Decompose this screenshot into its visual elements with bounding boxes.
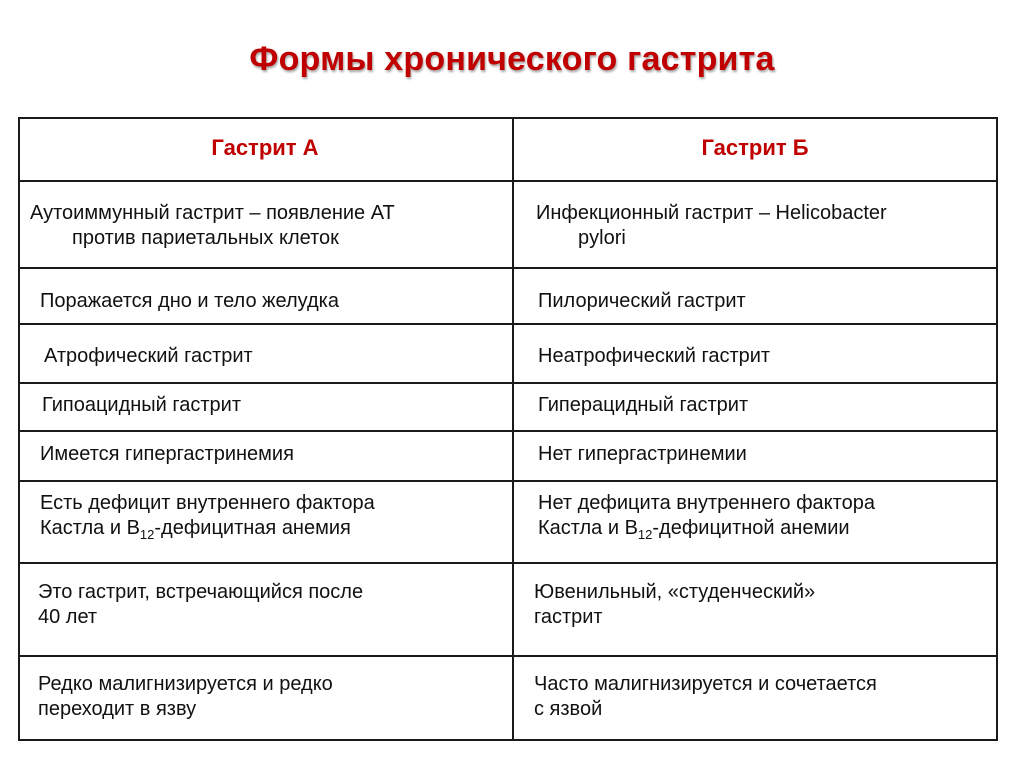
cell-b-row-3: Неатрофический гастрит xyxy=(538,345,771,367)
cell-line: Редко малигнизируется и редко xyxy=(38,673,333,695)
cell-line: переходит в язву xyxy=(38,698,197,720)
cell-a-row-8 xyxy=(38,672,333,722)
cell-line: Ювенильный, «студенческий» xyxy=(534,581,816,603)
comparison-table xyxy=(18,117,998,741)
subscript: 12 xyxy=(637,527,653,542)
cell-line: против париетальных клеток xyxy=(72,227,339,249)
page-title: Формы хронического гастрита xyxy=(249,40,775,78)
cell-line: с язвой xyxy=(534,698,603,720)
cell-line: Аутоиммунный гастрит – появление АТ xyxy=(30,202,395,224)
row-divider xyxy=(18,430,998,432)
text-segment: -дефицитная анемия xyxy=(154,517,351,539)
subscript: 12 xyxy=(139,527,155,542)
cell-a-row-4: Гипоацидный гастрит xyxy=(42,394,241,416)
cell-line: Это гастрит, встречающийся после xyxy=(38,581,364,603)
header-divider xyxy=(18,180,998,182)
cell-a-row-1 xyxy=(30,201,395,251)
cell-a-row-6 xyxy=(40,491,375,541)
text-segment: Кастла и B xyxy=(538,517,638,539)
cell-line: Есть дефицит внутреннего фактора xyxy=(40,492,375,514)
text-segment: -дефицитной анемии xyxy=(652,517,850,539)
row-divider xyxy=(18,382,998,384)
column-header-gastritis-b: Гастрит Б xyxy=(701,135,809,160)
text-segment: Кастла и B xyxy=(40,517,140,539)
cell-b-row-5: Нет гипергастринемии xyxy=(538,443,747,465)
cell-b-row-8 xyxy=(534,672,877,722)
row-divider xyxy=(18,267,998,269)
column-header-gastritis-a: Гастрит А xyxy=(211,135,319,160)
cell-line: гастрит xyxy=(534,606,603,628)
cell-b-row-6 xyxy=(538,491,875,541)
cell-line: 40 лет xyxy=(38,606,98,628)
cell-a-row-7 xyxy=(38,580,363,630)
cell-a-row-5: Имеется гипергастринемия xyxy=(40,443,294,465)
row-divider xyxy=(18,655,998,657)
cell-b-row-7 xyxy=(534,580,815,630)
cell-line xyxy=(40,516,375,541)
cell-b-row-2: Пилорический гастрит xyxy=(538,290,746,312)
cell-line xyxy=(538,516,875,541)
cell-b-row-1 xyxy=(536,201,887,251)
cell-line: Часто малигнизируется и сочетается xyxy=(534,673,877,695)
cell-a-row-2: Поражается дно и тело желудка xyxy=(40,290,339,312)
cell-a-row-3: Атрофический гастрит xyxy=(44,345,253,367)
cell-line: Нет дефицита внутреннего фактора xyxy=(538,492,875,514)
row-divider xyxy=(18,562,998,564)
row-divider xyxy=(18,480,998,482)
column-divider xyxy=(512,117,514,741)
row-divider xyxy=(18,323,998,325)
cell-line: Инфекционный гастрит – Helicobacter xyxy=(536,202,887,224)
cell-b-row-4: Гиперацидный гастрит xyxy=(538,394,749,416)
cell-line: pylori xyxy=(578,227,626,249)
